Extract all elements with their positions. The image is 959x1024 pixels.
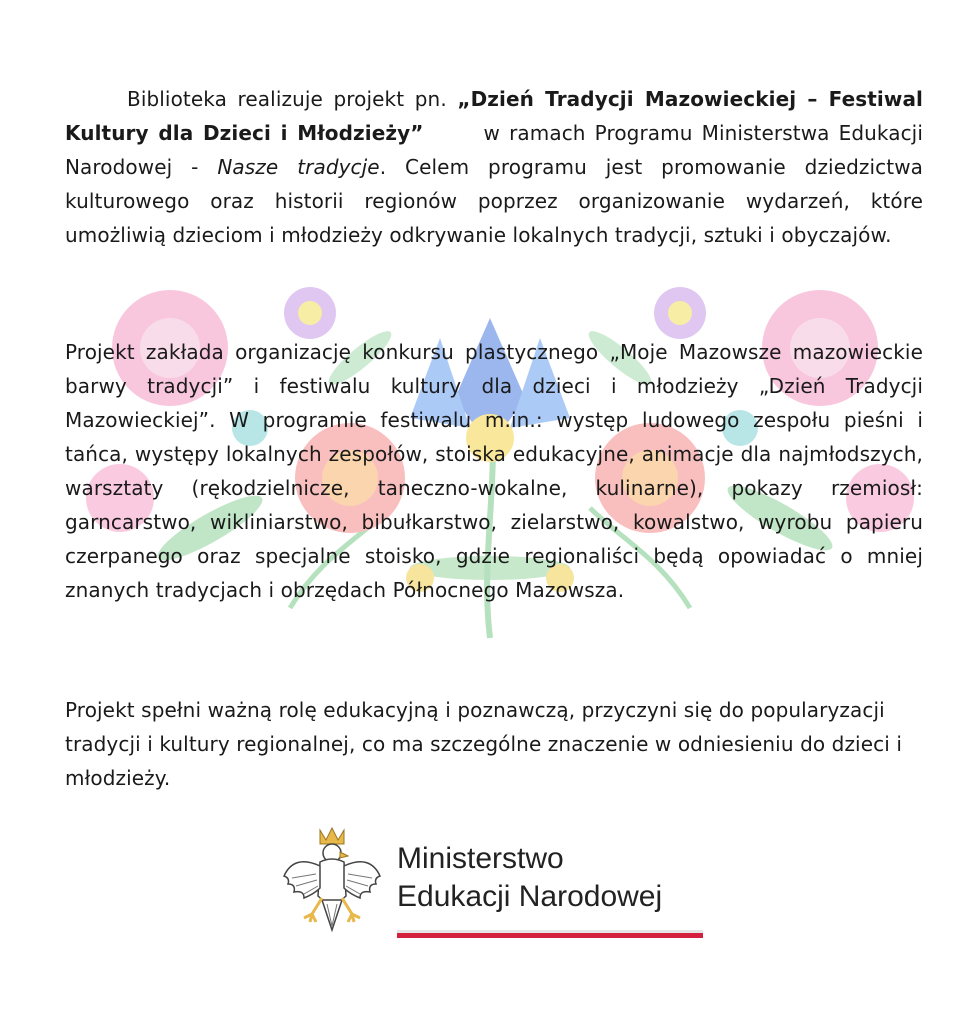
paragraph-summary: Projekt spełni ważną rolę edukacyjną i poznawczą, przyczyni się do popularyzacji tradycji i kultury regionalnej, co ma szczególne znaczenie w odniesieniu do dzieci i młodzieży.: [65, 698, 902, 790]
logo-title-line1: Ministerstwo: [397, 842, 564, 875]
project-name: „Dzień Tradycji Mazowieckiej – Festiwal Kultury dla Dzieci i Młodzieży”: [65, 87, 923, 145]
flag-red-stripe: [397, 933, 703, 938]
program-goal: . Celem programu jest promowanie dziedzictwa kulturowego oraz historii regionów poprzez organizowanie wydarzeń, które umożliwią dzieciom i młodzieży odkrywanie lokalnych tradycji, sztuki i obyczajów.: [65, 155, 924, 247]
logo-title-line2: Edukacji Narodowej: [397, 880, 663, 913]
ministry-logo: [280, 826, 720, 956]
program-context: w ramach Programu Ministerstwa Edukacji Narodowej -: [65, 121, 923, 179]
paragraph-intro: [65, 82, 923, 252]
polish-eagle-icon: [280, 826, 385, 946]
paragraph-festival: Projekt zakłada organizację konkursu plastycznego „Moje Mazowsze mazowieckie barwy tradycji” i festiwalu kultury dla dzieci i młodzieży „Dzień Tradycji Mazowieckiej”. W programie festiwalu m.in.: występ ludowego zespołu pieśni i tańca, występy lokalnych zespołów, stoiska edukacyjne, animacje dla najmłodszych, warsztaty (rękodzielnicze, taneczno-wokalne, kulinarne), pokazy rzemiosł: garncarstwo, wikliniarstwo, bibułkarstwo, zielarstwo, kowalstwo, wyrobu papieru czerpanego oraz specjalne stoisko, gdzie regionaliści będą opowiadać o mniej znanych tradycjach i obrzędach Północnego Mazowsza.: [65, 340, 923, 602]
flag-stripe: [397, 930, 703, 938]
program-name: Nasze tradycje: [217, 155, 380, 179]
intro-text: Biblioteka realizuje projekt pn.: [127, 87, 458, 111]
